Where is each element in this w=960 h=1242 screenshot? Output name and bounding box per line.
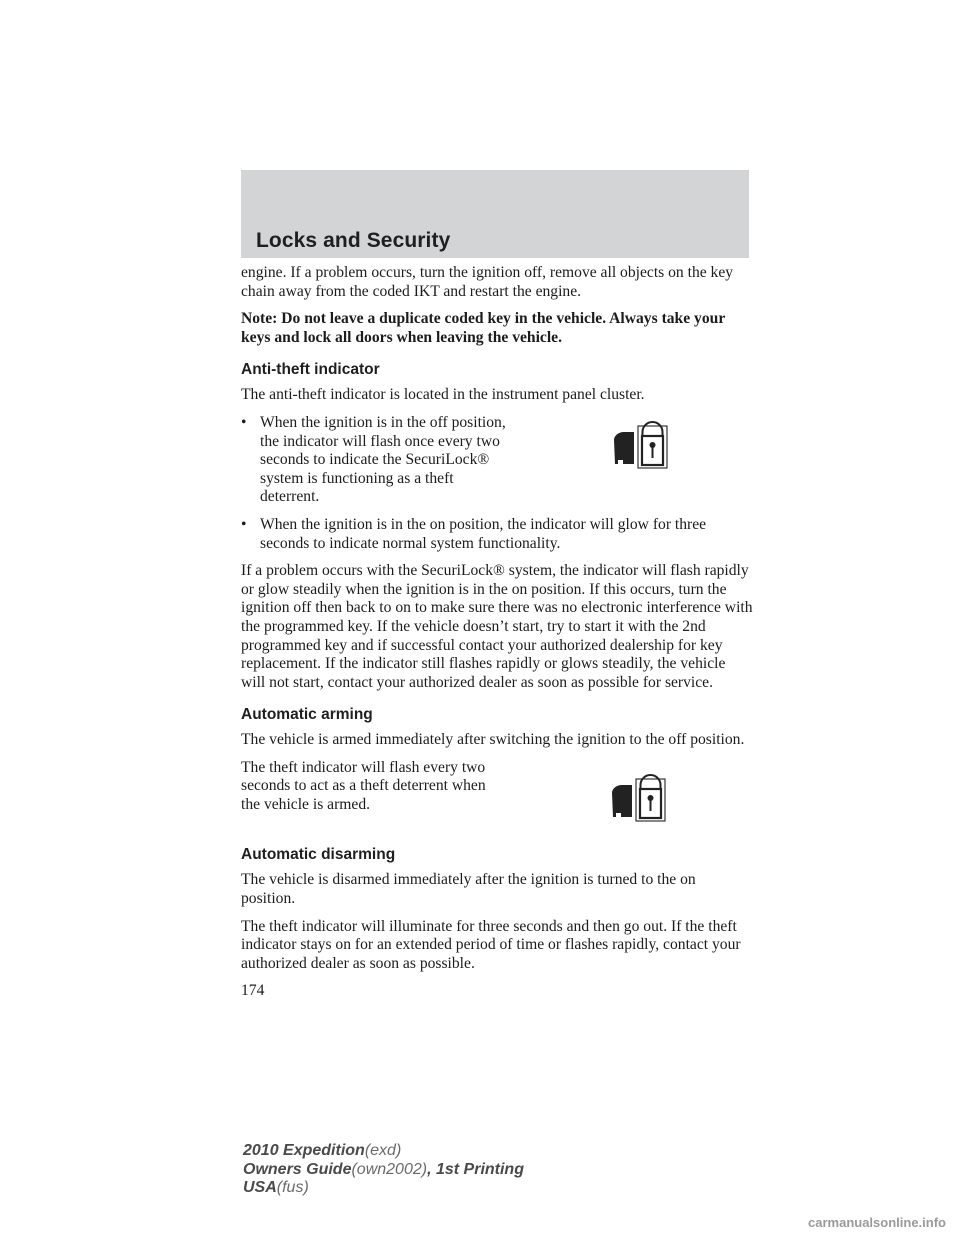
bullet-on-position bbox=[241, 516, 753, 553]
vehicle-lock-icon bbox=[612, 414, 672, 474]
footer-line-3 bbox=[243, 1179, 524, 1198]
theft-indicator-icon-1 bbox=[612, 414, 672, 480]
footer-printing: , 1st Printing bbox=[427, 1160, 524, 1178]
footer-model-code: (exd) bbox=[364, 1142, 402, 1159]
heading-anti-theft-indicator: Anti-theft indicator bbox=[241, 361, 380, 379]
footer-line-2 bbox=[243, 1161, 524, 1180]
footer-line-1 bbox=[243, 1142, 524, 1161]
footer-market: USA bbox=[243, 1179, 277, 1196]
footer-guide: Owners Guide bbox=[243, 1160, 352, 1178]
footer-guide-code: (own2002) bbox=[351, 1160, 428, 1178]
print-footer bbox=[243, 1142, 524, 1198]
bullet-dot: • bbox=[241, 515, 247, 533]
bullet-off-position-text: When the ignition is in the off position, the indicator will flash once every two seconds to indicate the SecuriLock® system is functioning as a theft deterrent. bbox=[260, 413, 506, 506]
paragraph-engine: engine. If a problem occurs, turn the ignition off, remove all objects on the key chain away from the coded IKT and restart the engine. bbox=[241, 264, 734, 300]
bullet-off-position-row bbox=[241, 414, 753, 516]
footer-model: 2010 Expedition bbox=[243, 1142, 365, 1159]
heading-automatic-disarming: Automatic disarming bbox=[241, 846, 396, 864]
section-title: Locks and Security bbox=[256, 229, 451, 252]
paragraph-disarmed: The vehicle is disarmed immediately after the ignition is turned to the on position. bbox=[241, 871, 696, 908]
note-duplicate-key: Note: Do not leave a duplicate coded key in the vehicle. Always take your keys and lock all doors when leaving the vehicle. bbox=[241, 310, 725, 346]
paragraph-armed: The vehicle is armed immediately after switching the ignition to the off position. bbox=[241, 731, 745, 749]
paragraph-problem-occurs: If a problem occurs with the SecuriLock® system, the indicator will flash rapidly or glow steadily when the ignition is in the on position. If this occurs, turn the ignition off then back to on to make sure there was no electronic interference with the programmed key. If the vehicle doesn’t start, try to start it with the 2nd programmed key and if successful contact your authorized dealership for key replacement. If the indicator still flashes rapidly or glows steadily, the vehicle will not start, contact your authorized dealer as soon as possible for service. bbox=[241, 562, 753, 691]
paragraph-theft-flash: The theft indicator will flash every two seconds to act as a theft deterrent when the vehicle is armed. bbox=[241, 758, 486, 814]
bullet-on-position-text: When the ignition is in the on position, the indicator will glow for three seconds to indicate normal system functionality. bbox=[260, 515, 707, 552]
paragraph-illuminate: The theft indicator will illuminate for three seconds and then go out. If the theft indicator stays on for an extended period of time or flashes rapidly, contact your authorized dealer as soon as possible. bbox=[241, 917, 741, 972]
theft-indicator-icon-2 bbox=[610, 767, 670, 833]
theft-flash-row bbox=[241, 759, 753, 833]
paragraph-anti-theft-location: The anti-theft indicator is located in the instrument panel cluster. bbox=[241, 386, 645, 404]
bullet-off-position bbox=[241, 414, 510, 507]
page-number: 174 bbox=[241, 982, 265, 1000]
vehicle-lock-icon bbox=[610, 767, 670, 827]
footer-market-code: (fus) bbox=[276, 1179, 309, 1196]
watermark: carmanualsonline.info bbox=[808, 1215, 946, 1230]
heading-automatic-arming: Automatic arming bbox=[241, 706, 373, 724]
page-content bbox=[241, 264, 753, 1001]
bullet-dot: • bbox=[241, 413, 247, 431]
